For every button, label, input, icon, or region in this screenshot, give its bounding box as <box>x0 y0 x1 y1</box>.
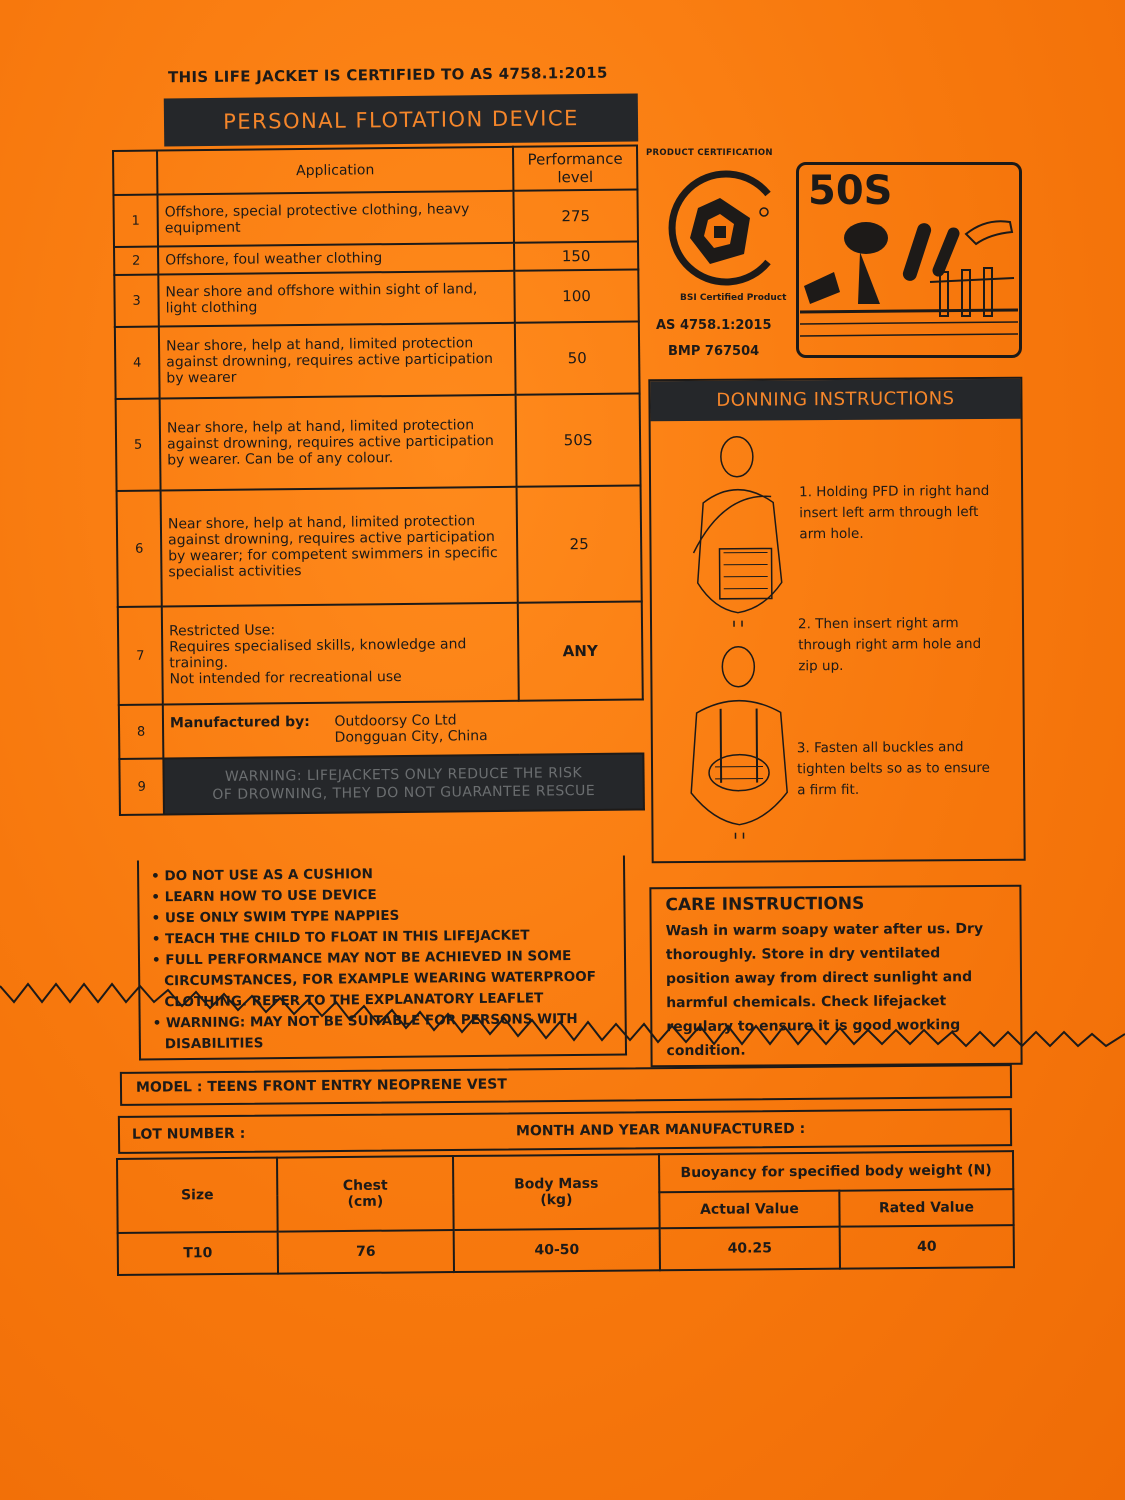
manufacturer-city: Dongguan City, China <box>334 728 488 746</box>
lot-field <box>118 1108 1012 1154</box>
manufacturer-name: Outdoorsy Co Ltd <box>334 712 457 730</box>
row-level: 25 <box>517 485 642 602</box>
table-row <box>115 321 640 398</box>
row-number: 2 <box>114 247 158 275</box>
actual-value: 40.25 <box>660 1226 840 1270</box>
care-title: CARE INSTRUCTIONS <box>665 893 865 916</box>
table-row <box>118 601 643 704</box>
warning-line-2: OF DROWNING, THEY DO NOT GUARANTEE RESCUE <box>212 782 596 803</box>
bullet-item: • LEARN HOW TO USE DEVICE <box>163 883 613 909</box>
restricted-text: Requires specialised skills, knowledge and training. <box>169 636 467 672</box>
chest-unit: (cm) <box>347 1193 384 1210</box>
size-value: T10 <box>118 1231 278 1275</box>
buoyancy-header: Buoyancy for specified body weight (N) <box>659 1151 1013 1192</box>
manufacturer-label: Manufactured by: <box>169 713 310 732</box>
restricted-title: Restricted Use: <box>168 622 276 640</box>
row-application: Near shore, help at hand, limited protection against drowning, requires active participation by wearer. Can be of any colour. <box>160 395 517 491</box>
row-number: 6 <box>117 491 162 607</box>
bullet-item: • DO NOT USE AS A CUSHION <box>163 862 613 888</box>
bullet-item: • WARNING: MAY NOT BE SUITABLE FOR PERSONS WITH DISABILITIES <box>165 1009 615 1056</box>
header-num-cell <box>113 151 157 195</box>
row-level: 150 <box>514 241 638 270</box>
zigzag-stitching <box>0 972 1125 1062</box>
donning-figure-2-icon <box>674 642 805 843</box>
application-header: Application <box>157 147 513 195</box>
row-number: 3 <box>114 275 159 327</box>
row-application: Offshore, special protective clothing, heavy equipment <box>157 191 514 247</box>
size-header: Size <box>117 1158 278 1233</box>
bullet-item: • FULL PERFORMANCE MAY NOT BE ACHIEVED IN SOME CIRCUMSTANCES, FOR EXAMPLE WEARING WATERPROOF CLOTHING. REFER TO THE EXPLANATORY LEAFLET <box>164 946 615 1014</box>
product-certification-heading: PRODUCT CERTIFICATION <box>646 148 773 158</box>
row-application: Near shore, help at hand, limited protection against drowning, requires active participation by wearer <box>159 323 516 399</box>
row-application: Near shore and offshore within sight of land, light clothing <box>158 271 515 327</box>
row-level: 275 <box>513 189 638 242</box>
bsi-kitemark-logo <box>650 168 790 288</box>
donning-instructions <box>648 377 1025 864</box>
manufacturer-row <box>119 699 644 758</box>
row-application: Offshore, foul weather clothing <box>158 243 514 275</box>
month-year-label: MONTH AND YEAR MANUFACTURED : <box>515 1120 806 1140</box>
level-header: Performance level <box>513 146 637 191</box>
row-number: 1 <box>113 195 158 247</box>
table-row <box>113 189 638 246</box>
table-row <box>118 1225 1014 1275</box>
pfd-title: PERSONAL FLOTATION DEVICE <box>164 94 638 147</box>
donning-figure-1-icon <box>673 432 804 629</box>
bmp-number: BMP 767504 <box>668 344 760 359</box>
donning-step-2: 2. Then insert right arm through right arm hole and zip up. <box>797 615 982 675</box>
care-text: Wash in warm soapy water after us. Dry thoroughly. Store in dry ventilated position away from direct sunlight and harmful chemicals. Check lifejacket regulary to ensure it is good working condition. <box>665 920 984 1060</box>
pfd-table <box>112 144 645 815</box>
rated-value: 40 <box>840 1225 1014 1269</box>
warning-bar <box>163 753 644 814</box>
mass-value: 40-50 <box>454 1228 660 1272</box>
chest-value: 76 <box>278 1230 454 1274</box>
chest-label: Chest <box>342 1177 388 1194</box>
mass-unit: (kg) <box>540 1191 573 1209</box>
restricted-note: Not intended for recreational use <box>169 668 402 688</box>
donning-step-1: 1. Holding PFD in right hand insert left arm through left arm hole. <box>799 482 990 543</box>
model-field: MODEL : TEENS FRONT ENTRY NEOPRENE VEST <box>120 1064 1012 1106</box>
warning-row <box>119 753 644 814</box>
row-number: 8 <box>119 704 164 758</box>
lot-number-label: LOT NUMBER : <box>131 1125 246 1143</box>
bullet-item: • TEACH THE CHILD TO FLOAT IN THIS LIFEJACKET <box>164 925 614 951</box>
table-row <box>116 393 641 490</box>
certification-line: THIS LIFE JACKET IS CERTIFIED TO AS 4758.1:2015 <box>167 63 608 87</box>
manufacturer-cell <box>163 699 644 758</box>
bsi-certified-label: BSI Certified Product <box>680 293 787 303</box>
warning-line-1: WARNING: LIFEJACKETS ONLY REDUCE THE RISK <box>224 765 583 785</box>
swimmer-pictogram-icon <box>800 212 1018 352</box>
donning-step-3: 3. Fasten all buckles and tighten belts so as to ensure a firm fit. <box>796 739 990 799</box>
table-row <box>117 485 642 606</box>
row-number: 4 <box>115 327 160 399</box>
standard-label: AS 4758.1:2015 <box>656 318 772 333</box>
row-level: ANY <box>518 601 643 700</box>
row-number: 7 <box>118 607 163 705</box>
donning-title: DONNING INSTRUCTIONS <box>650 379 1020 422</box>
row-application-restricted <box>162 603 519 705</box>
row-application: Near shore, help at hand, limited protection against drowning, requires active participation by wearer; for competent swimmers in specific specialist activities <box>161 487 518 607</box>
row-level: 50S <box>516 393 641 486</box>
bullet-item: • USE ONLY SWIM TYPE NAPPIES <box>163 904 613 930</box>
chest-header <box>277 1156 454 1231</box>
level-badge-text: 50S <box>808 168 893 214</box>
mass-header <box>453 1154 660 1230</box>
size-table <box>116 1150 1015 1276</box>
actual-value-header: Actual Value <box>659 1191 839 1228</box>
table-row <box>114 269 639 326</box>
row-number: 9 <box>119 758 164 814</box>
pfd-header-row <box>113 146 637 195</box>
row-level: 100 <box>514 269 639 322</box>
row-number: 5 <box>116 399 161 491</box>
row-level: 50 <box>515 321 640 394</box>
rated-value-header: Rated Value <box>839 1189 1013 1226</box>
mass-label: Body Mass <box>513 1175 599 1193</box>
